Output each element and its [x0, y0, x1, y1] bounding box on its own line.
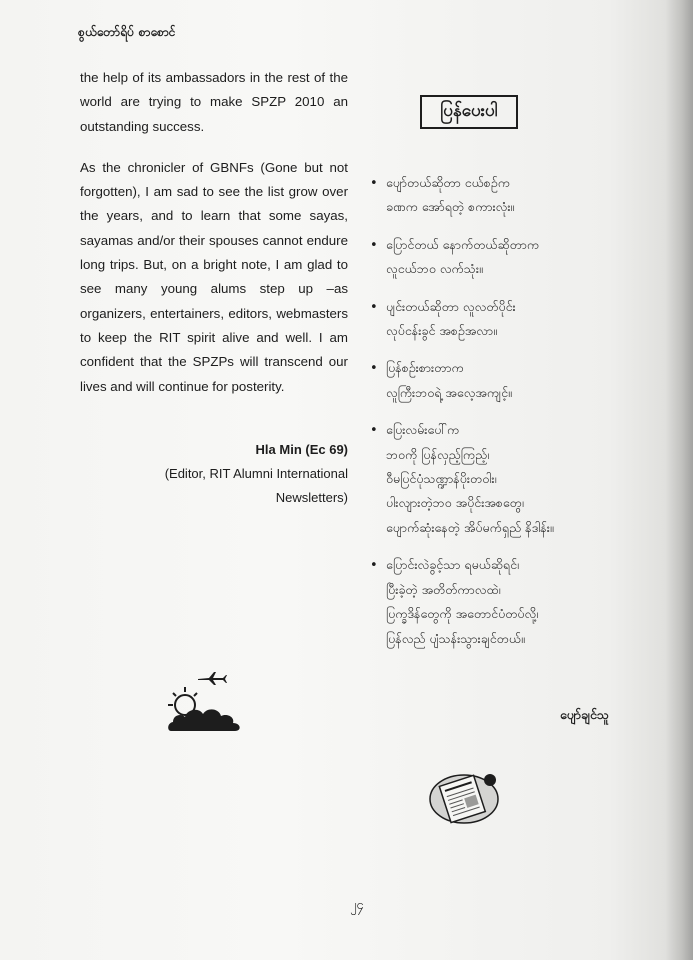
poem-line: ပျောက်ဆုံးနေတဲ့ အိပ်မက်ရှည် နိဒါန်း။: [386, 519, 554, 535]
poem-stanza: [368, 356, 658, 405]
poem-stanza: [368, 553, 658, 651]
article-signature: [140, 438, 348, 510]
poem-title: ပြန်ပေးပါ: [420, 95, 518, 129]
poem-line: ပြက္ခဒိန်တွေကို အတောင်ပံတပ်လို့၊: [386, 606, 539, 622]
bullet-icon: •: [370, 423, 378, 439]
bullet-icon: •: [370, 176, 378, 191]
bullet-icon: •: [370, 299, 378, 315]
article-paragraph: the help of its ambassadors in the rest of the world are trying to make SPZP 2010 an outstanding success.: [80, 70, 348, 134]
bullet-icon: •: [370, 237, 378, 253]
poem-author: ပျော်ချင်သူ: [560, 707, 610, 722]
poem-stanza: [368, 171, 658, 220]
poem-line: ပြေးလမ်းပေါ်က: [386, 422, 460, 438]
author-name: Hla Min (Ec 69): [255, 442, 348, 457]
page-number: ၂၄: [350, 898, 364, 913]
author-role: (Editor, RIT Alumni International: [164, 466, 348, 481]
article-column: [80, 66, 348, 416]
poem-line: ပြောင်တယ် နောက်တယ်ဆိုတာက: [386, 236, 540, 252]
page-spine-shadow: [665, 0, 693, 960]
poem-line: ပျင်းတယ်ဆိုတာ လူလတ်ပိုင်း: [386, 298, 516, 314]
poem-line: ပြောင်းလဲခွင့်သာ ရမယ်ဆိုရင်၊: [386, 557, 520, 573]
cloud-sun-icon: [165, 683, 243, 737]
author-role: Newsletters): [275, 490, 348, 505]
poem-line: ဘဝကို ပြန်လှည့်ကြည့်၊: [386, 446, 490, 462]
poem-line: လူငယ်ဘဝ လက်သုံး။: [386, 261, 483, 277]
poem-line: ဝီမပြင်ပုံသဏ္ဍာန်ပိုးတဝါး၊: [386, 471, 497, 487]
poem-line: ပြီးခဲ့တဲ့ အတိတ်ကာလထဲ၊: [386, 581, 501, 597]
poem-body: [368, 171, 658, 664]
poem-line: လုပ်ငန်းခွင် အစဉ်အလာ။: [386, 323, 497, 339]
poem-stanza: [368, 418, 658, 540]
poem-line: ပျော်တယ်ဆိုတာ ငယ်စဉ်က: [386, 175, 510, 190]
poem-line: လူကြီးဘဝရဲ့ အလေ့အကျင့်။: [386, 384, 512, 400]
poem-line: ပါးလျားတဲ့ဘဝ အပိုင်းအစတွေ၊: [386, 495, 524, 511]
article-paragraph: As the chronicler of GBNFs (Gone but not forgotten), I am sad to see the list grow over the years, and to learn that some sayas, sayamas and/or their spouses cannot endure long trips. But, on a bright note, I am glad to see many young alums step up –as organizers, entertainers, editors, webmasters to keep the RIT spirit alive and well. I am confident that the SPZPs will transcend our lives and will continue for posterity.: [80, 159, 348, 394]
poem-stanza: [368, 295, 658, 344]
poem-stanza: [368, 233, 658, 282]
poem-line: ပြန်စဉ်းစားတာက: [386, 360, 464, 376]
newspaper-clipping-icon: [426, 766, 500, 826]
bullet-icon: •: [370, 558, 378, 574]
poem-line: ပြန်လည် ပျံသန်းသွားချင်တယ်။: [386, 630, 525, 646]
running-header: စွယ်တော်ရိပ် စာစောင်: [78, 25, 176, 39]
bullet-icon: •: [370, 361, 378, 377]
poem-line: ခဏက အော်ရတဲ့ စကားလုံး။: [386, 199, 515, 215]
